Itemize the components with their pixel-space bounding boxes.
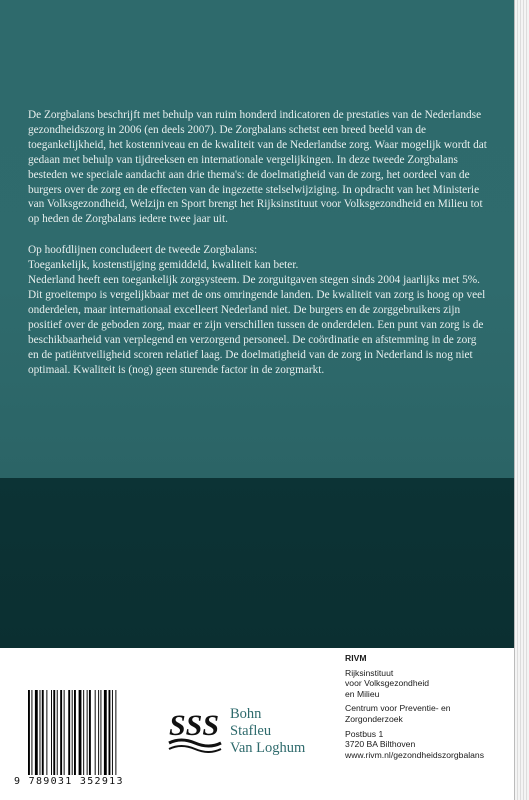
rivm-institute (345, 668, 484, 700)
rivm-address-line-1: Postbus 1 (345, 728, 384, 739)
rivm-info (345, 653, 484, 760)
publisher-logo-icon (167, 707, 223, 753)
svg-text:SSS: SSS (169, 709, 220, 742)
rivm-institute-line-2: voor Volksgezondheid (345, 678, 430, 689)
rivm-centre (345, 703, 484, 724)
page-edge (514, 0, 529, 800)
isbn-digits: 9 789031 352913 (14, 776, 124, 787)
publisher-line-1: Bohn (230, 706, 262, 722)
blurb-paragraph-1: De Zorgbalans beschrijft met behulp van ruim honderd indicatoren de prestaties van de Nederlandse gezondheidszorg in 2006 (en deels 2007). De Zorgbalans schetst een breed beeld van de toegankelijkheid, het kostenniveau en de kwaliteit van de Nederlandse zorg. Waar mogelijk wordt dat gedaan met behulp van tijdreeksen en internationale vergelijkingen. In deze tweede Zorgbalans besteden we speciale aandacht aan drie thema's: de doelmatigheid van de zorg, het oordeel van de burgers over de zorg en de effecten van de ingezette stelselwijziging. In opdracht van het Ministerie van Volksgezondheid, Welzijn en Sport brengt het Rijksinstituut voor Volksgezondheid en Milieu tot op heden de Zorgbalans iedere twee jaar uit. (28, 109, 487, 226)
rivm-address (345, 729, 484, 761)
blurb-conclusion-intro: Op hoofdlijnen concludeert de tweede Zorgbalans: (28, 244, 258, 257)
rivm-institute-line-3: en Milieu (345, 688, 380, 699)
rivm-institute-line-1: Rijksinstituut (345, 667, 394, 678)
blurb-text (28, 108, 488, 377)
blurb-paragraph-2: Nederland heeft een toegankelijk zorgsysteem. De zorguitgaven stegen sinds 2004 jaarlijks met 5%. Dit groeitempo is vergelijkbaar met de ons omringende landen. De kwaliteit van zorg is hoog op veel onderdelen, maar internationaal excelleert Nederland niet. De burgers en de zorggebruikers zijn positief over de geboden zorg, maar er zijn verschillen tussen de onderdelen. Een punt van zorg is de beschikbaarheid van verplegend en verzorgend personeel. De coördinatie en afstemming in de zorg en de patiëntveiligheid scoren relatief laag. De doelmatigheid van de zorg in Nederland is nog niet optimaal. Kwaliteit is (nog) geen sturende factor in de zorgmarkt. (28, 274, 486, 376)
rivm-name: RIVM (345, 653, 367, 663)
publisher-name (230, 706, 305, 757)
rivm-address-line-2: 3720 BA Bilthoven (345, 739, 416, 750)
rivm-website: www.rivm.nl/gezondheidszorgbalans (345, 749, 485, 760)
rivm-centre-line-1: Centrum voor Preventie- en (345, 703, 451, 714)
publisher-line-3: Van Loghum (230, 740, 306, 756)
publisher-line-2: Stafleu (230, 723, 272, 739)
rivm-centre-line-2: Zorgonderzoek (345, 713, 403, 724)
barcode (26, 690, 146, 775)
cover-dark-band (0, 478, 514, 648)
blurb-conclusion-summary: Toegankelijk, kostenstijging gemiddeld, kwaliteit kan beter. (28, 259, 299, 272)
